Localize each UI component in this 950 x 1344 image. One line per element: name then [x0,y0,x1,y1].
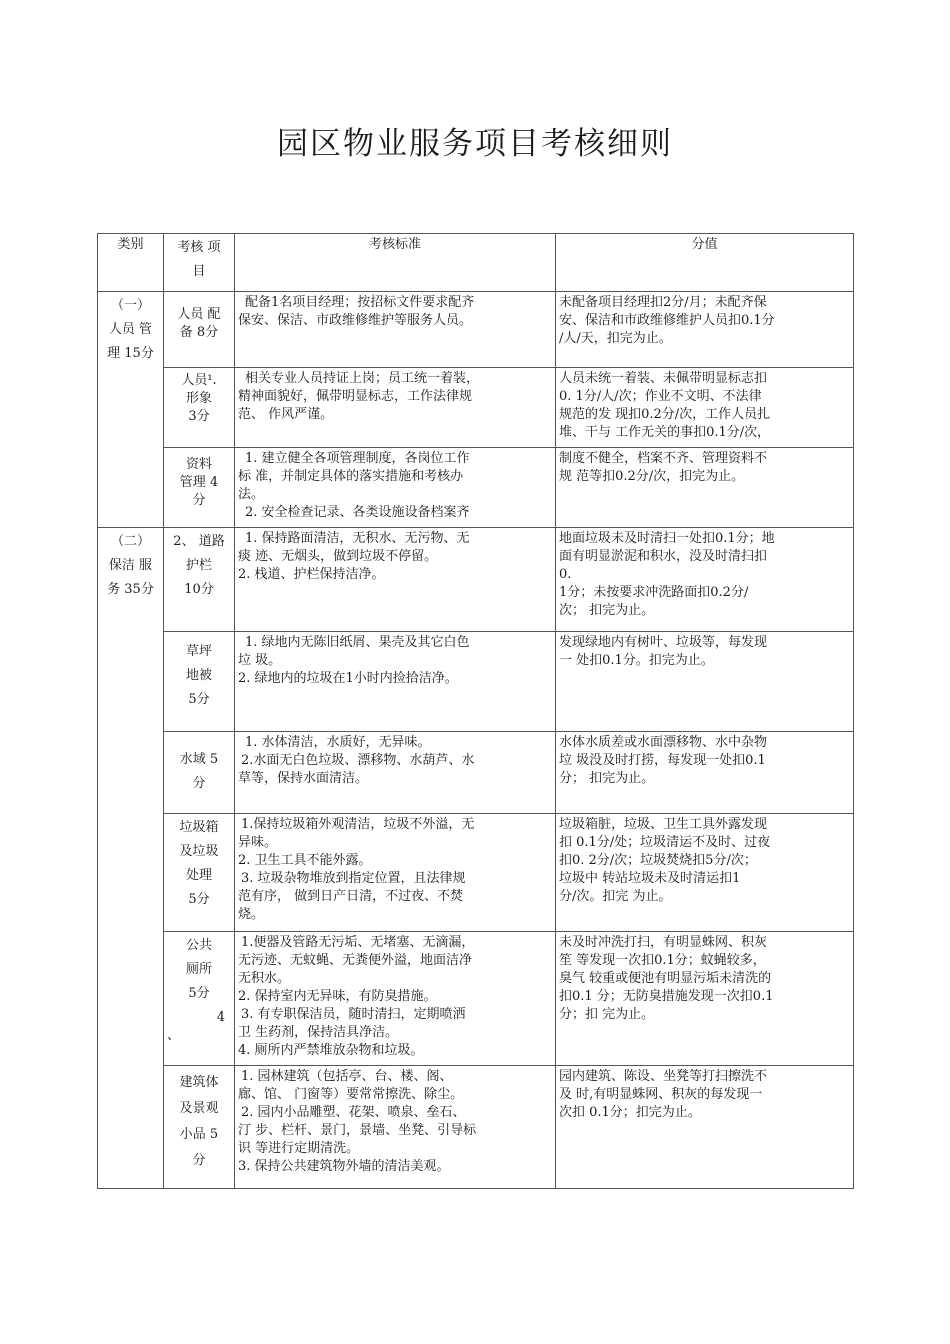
standard-cell: 1. 园林建筑（包括亭、台、楼、阁、 廊、馆、 门窗等）要常常擦洗、除尘。 2. 园内小品雕塑、花架、喷泉、垒石、 汀 步、栏杆、景门，景墙、坐凳、引导标 识 等进行定期清洗。 3. 保持公共建筑物外墙的清洁美观。 [235,1066,556,1189]
table-row [98,632,854,732]
standard-cell: 配备1名项目经理；按招标文件要求配齐 保安、保洁、市政维修维护等服务人员。 [235,292,556,368]
standard-cell: 1. 水体清洁，水质好，无异味。 2.水面无白色垃圾、漂移物、水葫芦、水 草等，保持水面清洁。 [235,732,556,814]
score-cell: 制度不健全，档案不齐、管理资料不 规 范等扣0.2分/次，扣完为止。 [556,448,854,528]
item-cell: 水域 5 分 [164,732,235,814]
table-row [98,448,854,528]
table-row [98,368,854,448]
standard-cell: 1. 保持路面清洁，无积水、无污物、无 痰 迹、无烟头，做到垃圾不停留。 2. 栈道、护栏保持洁净。 [235,528,556,632]
standard-cell: 1.便器及管路无污垢、无堵塞、无滴漏， 无污迹、无蚊蝇、无粪便外溢，地面洁净 无积水。 2. 保持室内无异味，有防臭措施。 3. 有专职保洁员，随时清扫，定期喷洒 卫 生药剂，保持洁具净洁。 4. 厕所内严禁堆放杂物和垃圾。 [235,932,556,1066]
score-cell: 垃圾箱脏，垃圾、卫生工具外露发现 扣 0.1分/处；垃圾清运不及时、过夜 扣0. 2分/次；垃圾焚烧扣5分/次； 垃圾中 转站垃圾未及时清运扣1 分/次。扣完 为止。 [556,814,854,932]
score-cell: 发现绿地内有树叶、垃圾等，每发现 一 处扣0.1分。扣完为止。 [556,632,854,732]
standard-cell: 1. 建立健全各项管理制度，各岗位工作 标 准，并制定具体的落实措施和考核办 法。 2. 安全检查记录、各类设施设备档案齐 [235,448,556,528]
header-item: 考核 项 目 [164,234,235,292]
table-header-row [98,234,854,292]
category-personnel: （一） 人员 管 理 15分 [98,292,164,528]
score-cell: 园内建筑、陈设、坐凳等打扫擦洗不 及 时,有明显蛛网、积灰的每发现一 次扣 0.1分；扣完为止。 [556,1066,854,1189]
standard-cell: 1. 绿地内无陈旧纸屑、果壳及其它白色 垃 圾。 2. 绿地内的垃圾在1小时内捡拾洁净。 [235,632,556,732]
score-cell: 人员未统一着装、未佩带明显标志扣 0. 1分/人/次；作业不文明、不法律 规范的发 现扣0.2分/次，工作人员扎 堆、干与 工作无关的事扣0.1分/次， [556,368,854,448]
item-cell: 草坪 地被 5分 [164,632,235,732]
category-cleaning: （二） 保洁 服 务 35分 [98,528,164,1189]
table-row [98,528,854,632]
assessment-table [97,233,854,1189]
table-row [98,932,854,1066]
table-row [98,732,854,814]
score-cell: 地面垃圾未及时清扫一处扣0.1分；地 面有明显淤泥和积水，没及时清扫扣 0. 1分；未按要求冲洗路面扣0.2分/ 次； 扣完为止。 [556,528,854,632]
item-cell: 垃圾箱 及垃圾 处理 5分 [164,814,235,932]
table-row [98,1066,854,1189]
score-cell: 未配备项目经理扣2分/月；未配齐保 安、保洁和市政维修维护人员扣0.1分 /人/天，扣完为止。 [556,292,854,368]
page-title: 园区物业服务项目考核细则 [277,126,673,162]
item-cell: 人员¹. 形象 3分 [164,368,235,448]
table-row [98,292,854,368]
table-row [98,814,854,932]
header-category: 类别 [98,234,164,292]
score-cell: 未及时冲洗打扫，有明显蛛网、积灰 笙 等发现一次扣0.1分；蚊蝇较多， 臭气 较重或便池有明显污垢未清洗的 扣0.1 分；无防臭措施发现一次扣0.1 分；扣 完为止。 [556,932,854,1066]
standard-cell: 1.保持垃圾箱外观清洁，垃圾不外溢，无 异味。 2. 卫生工具不能外露。 3. 垃圾杂物堆放到指定位置，且法律规 范有序， 做到日产日清，不过夜、不焚 烧。 [235,814,556,932]
item-cell: 2、 道路 护栏 10分 [164,528,235,632]
item-cell: 人员 配 备 8分 [164,292,235,368]
item-cell: 建筑体 及景观 小品 5 分 [164,1066,235,1189]
header-standard: 考核标准 [235,234,556,292]
item-cell: 资料 管理 4 分 [164,448,235,528]
standard-cell: 相关专业人员持证上岗；员工统一着装， 精神面貌好，佩带明显标志，工作法律规 范、 作风严谨。 [235,368,556,448]
item-cell: 公共 厕所 5分 4 、 [164,932,235,1066]
header-score: 分值 [556,234,854,292]
score-cell: 水体水质差或水面漂移物、水中杂物 垃 圾没及时打捞，每发现一处扣0.1 分； 扣完为止。 [556,732,854,814]
